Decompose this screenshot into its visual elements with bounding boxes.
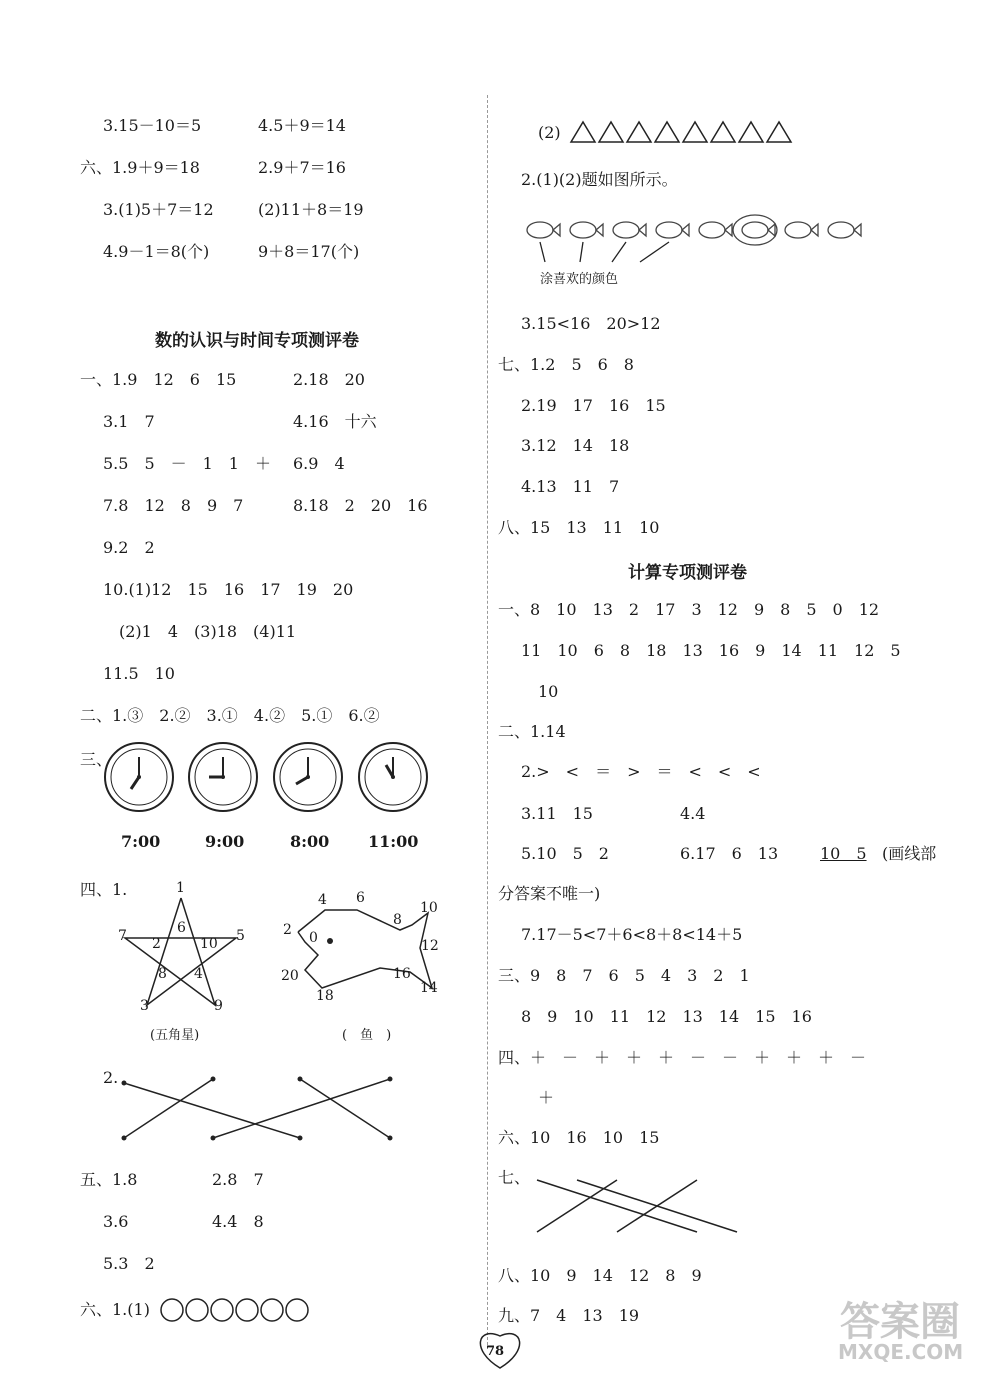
right-line: 3.15<16 20>12	[521, 314, 661, 333]
left-part5-2b: 4.4 8	[212, 1212, 264, 1231]
star-num: 7	[118, 928, 127, 944]
left-part2: 二、1.③ 2.② 3.① 4.② 5.① 6.②	[80, 706, 380, 725]
star-num: 1	[176, 880, 185, 896]
clock-11	[359, 743, 427, 811]
clock-label-4: 11:00	[368, 832, 419, 851]
right-calc-line: 一、8 10 13 2 17 3 12 9 8 5 0 12	[498, 600, 880, 619]
circles-row	[161, 1299, 308, 1321]
section-title-numbers-time: 数的认识与时间专项测评卷	[155, 331, 359, 351]
left-q1-a: 一、1.9 12 6 15	[80, 370, 237, 389]
left-q1-b: 2.18 20	[293, 370, 365, 389]
star-num: 2	[152, 936, 161, 952]
fish-num: 12	[421, 938, 439, 954]
right-calc-line: 8 9 10 11 12 13 14 15 16	[505, 1007, 812, 1026]
clock-9	[189, 743, 257, 811]
matching-lines-right	[537, 1180, 737, 1232]
fish-num: 16	[393, 966, 411, 982]
matching-lines-left	[122, 1077, 393, 1141]
triangles-row	[571, 122, 791, 142]
clock-label-3: 8:00	[290, 832, 330, 851]
left-line-4b: 9＋8＝17(个)	[258, 242, 360, 261]
left-line-3a: 3.(1)5＋7＝12	[103, 200, 214, 219]
left-q5-b: 6.9 4	[293, 454, 345, 473]
right-calc-line: 六、10 16 10 15	[498, 1128, 660, 1147]
right-part8: 八、10 9 14 12 8 9	[498, 1266, 702, 1285]
right-calc-line: 三、9 8 7 6 5 4 3 2 1	[498, 966, 750, 985]
left-line-4a: 4.9－1＝8(个)	[103, 242, 210, 261]
left-part5-1a: 五、1.8	[80, 1170, 138, 1189]
right-q2-text: 2.(1)(2)题如图所示。	[521, 170, 678, 189]
right-q6-text: 6.17 6 13	[680, 844, 779, 863]
right-calc-line: 5.10 5 2	[505, 844, 609, 863]
right-line: 七、1.2 5 6 8	[498, 355, 634, 374]
left-q9: 9.2 2	[103, 538, 155, 557]
fish-num: 20	[281, 968, 299, 984]
left-q7-a: 7.8 12 8 9 7	[103, 496, 244, 515]
left-q10: 10.(1)12 15 16 17 19 20	[103, 580, 354, 599]
fish-row	[527, 215, 861, 262]
star-num: 10	[200, 936, 218, 952]
star-num: 5	[236, 928, 245, 944]
section-title-calculation: 计算专项测评卷	[628, 563, 747, 583]
right-calc-line: 7.17－5<7＋6<8＋8<14＋5	[505, 925, 743, 944]
left-part4-q2-label: 2.	[103, 1068, 119, 1087]
star-figure	[125, 898, 236, 1005]
star-num: 6	[177, 920, 186, 936]
clock-7	[105, 743, 173, 811]
right-q6-note: (画线部	[882, 844, 937, 863]
star-num: 4	[194, 966, 203, 982]
right-calc-line: 分答案不唯一)	[498, 884, 601, 903]
fish-num: 10	[420, 900, 438, 916]
left-part5-3a: 5.3 2	[103, 1254, 155, 1273]
right-calc-line: 2.> < ＝ > ＝ < < <	[505, 762, 761, 781]
left-part5-2a: 3.6	[103, 1212, 129, 1231]
clock-label-1: 7:00	[121, 832, 161, 851]
left-line-2b: 2.9＋7＝16	[258, 158, 346, 177]
left-q3-b: 4.16 十六	[293, 412, 377, 431]
fish-num: 2	[283, 922, 292, 938]
fish-num: 6	[356, 890, 365, 906]
star-num: 9	[214, 998, 223, 1014]
left-q5-a: 5.5 5 － 1 1 ＋	[103, 454, 271, 473]
right-q4-value: 4.4	[680, 804, 706, 823]
right-line: 2.19 17 16 15	[505, 396, 666, 415]
right-line: 八、15 13 11 10	[498, 518, 660, 537]
left-part4-label: 四、1.	[80, 880, 128, 899]
left-part6-label: 六、1.(1)	[80, 1300, 150, 1319]
fish-figure	[298, 910, 432, 988]
fish-num: 4	[318, 892, 327, 908]
left-line-1b: 4.5＋9＝14	[258, 116, 346, 135]
left-q3-a: 3.1 7	[103, 412, 155, 431]
left-q7-b: 8.18 2 20 16	[293, 496, 428, 515]
clock-8	[274, 743, 342, 811]
right-tri-label: (2)	[538, 123, 561, 142]
right-fish-caption: 涂喜欢的颜色	[540, 272, 619, 287]
left-part3-label: 三、	[80, 750, 113, 769]
right-q6-underlined: 10 5	[820, 844, 867, 863]
left-q11: 11.5 10	[103, 664, 175, 683]
left-line-2a: 六、1.9＋9＝18	[80, 158, 200, 177]
right-calc-line: 3.11 15	[505, 804, 593, 823]
left-line-1a: 3.15－10＝5	[103, 116, 202, 135]
page-number: 78	[486, 1344, 505, 1359]
right-calc-line: 四、＋ － ＋ ＋ ＋ － － ＋ ＋ ＋ －	[498, 1048, 867, 1067]
right-part9: 九、7 4 13 19	[498, 1306, 640, 1325]
right-calc-line: 10	[522, 682, 559, 701]
left-line-3b: (2)11＋8＝19	[258, 200, 364, 219]
left-q10-2: (2)1 4 (3)18 (4)11	[103, 622, 297, 641]
clock-label-2: 9:00	[205, 832, 245, 851]
star-num: 8	[158, 966, 167, 982]
right-calc-line: ＋	[522, 1088, 555, 1107]
fish-caption: ( 鱼 )	[342, 1028, 392, 1043]
right-calc-line: 11 10 6 8 18 13 16 9 14 11 12 5	[505, 641, 901, 660]
right-calc-line: 二、1.14	[498, 722, 566, 741]
fish-num: 18	[316, 988, 334, 1004]
right-line: 3.12 14 18	[505, 436, 630, 455]
fish-num: 8	[393, 912, 402, 928]
left-part5-1b: 2.8 7	[212, 1170, 264, 1189]
watermark-url: MXQE.COM	[838, 1340, 964, 1364]
star-num: 3	[140, 998, 149, 1014]
right-part7-label: 七、	[498, 1168, 531, 1187]
fish-num: 14	[420, 980, 438, 996]
right-line: 4.13 11 7	[505, 477, 620, 496]
fish-num: 0	[309, 930, 318, 946]
watermark-logo: 答案圈	[840, 1299, 960, 1345]
star-caption: (五角星)	[150, 1028, 200, 1043]
